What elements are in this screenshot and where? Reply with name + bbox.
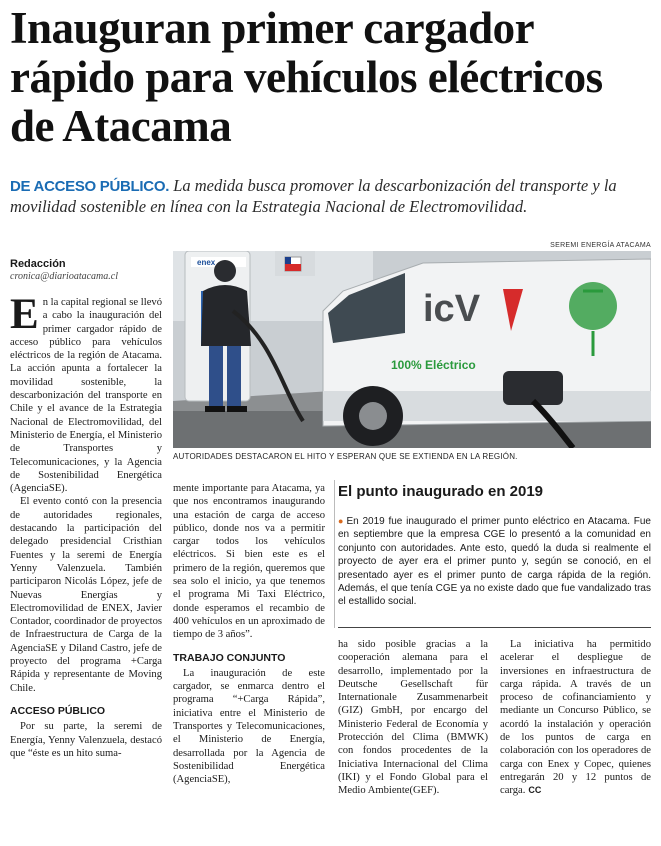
author: Redacción: [10, 258, 66, 270]
column-divider: [334, 480, 335, 628]
enex-brand: enex: [197, 258, 216, 267]
paragraph: [10, 291, 162, 495]
column-1: [10, 291, 162, 760]
column-3: [338, 638, 488, 798]
column-4: [500, 638, 651, 798]
subheading-acceso-publico: ACCESO PÚBLICO: [10, 704, 106, 717]
photo-caption: AUTORIDADES DESTACARON EL HITO Y ESPERAN QUE SE EXTIENDA EN LA REGIÓN.: [173, 452, 518, 461]
byline: [10, 258, 170, 282]
deck-lead: DE ACCESO PÚBLICO.: [10, 178, 170, 195]
van-text: 100% Eléctrico: [391, 358, 476, 372]
paragraph: ha sido posible gracias a la cooperación alemana para el desarrollo, implementado por la Deutsche Gesellschaft für Internationale Zusammenarbeit (GIZ) GmbH, por encargo del Ministerio Federal de Economía y Protección del Clima (BMWK) con fondos procedentes de la Iniciativa Internacional del Clima (IKI) y el Fondo Global para el Medio Ambiente(GEF).: [338, 639, 488, 797]
van-logo: icV: [423, 288, 481, 330]
bullet-icon: ●: [338, 516, 345, 526]
sidebar-text: En 2019 fue inaugurado el primer punto eléctrico en Atacama. Fue en septiembre que la empresa CGE lo presentó a la comunidad en conjunto con autoridades. Ante esto, quedó la duda si realmente el proyecto de ayer era el primer punto y, según se conoció, en el presentado ayer es el primer punto de carga rápida de la región. Además, el que tenía CGE ya no existe dado que fue vandalizado tras el estallido social.: [338, 516, 651, 608]
deck: [10, 176, 655, 217]
article-photo: [173, 251, 651, 448]
end-mark-icon: CC: [528, 785, 542, 796]
paragraph: El evento contó con la presencia de autoridades regionales, destacando la participación del delegado presidencial Cristhian Fuentes y la seremi de Energía Yenny Valenzuela. También participaron Nicolás López, jefe de Nuevas Energías y Electromovilidad de ENEX, Javier Contador, coordinador de proyectos de Infraestructura de Carga de la AgenciaSE y Diland Castro, jefe de proyecto del programa +Carga Rápida y representante de Moving Chile.: [10, 496, 162, 694]
paragraph-text: La iniciativa ha permitido acelerar el despliegue de inversiones en infraestructura de carga rápida. A través de un proceso de cofinanciamiento y mediante un Concurso Público, se acordó la instalación y operación de los puntos de carga en colaboración con los operadores de carga con Enex y Copec, quienes entregarán 20 y 12 puntos de carga.: [500, 639, 651, 797]
author-email: cronica@diarioatacama.cl: [10, 271, 118, 282]
paragraph: [500, 638, 651, 798]
paragraph: Por su parte, la seremi de Energía, Yenny Valenzuela, destacó que “éste es un hito suma-: [10, 721, 162, 759]
sidebar-title: El punto inaugurado en 2019: [338, 483, 544, 500]
photo-credit: SEREMI ENERGÍA ATACAMA: [550, 242, 651, 249]
paragraph: mente importante para Atacama, ya que nos encontramos inaugurando una estación de carga de acceso público, donde nos va a permitir cargar todos los vehículos eléctricos. Si bien este es el primero de la región, queremos que sea solo el inicio, ya que tenemos el programa Mi Taxi Eléctrico, donde esperamos el recambio de 400 vehículos en un aproximado de tiempo de 3 años”.: [173, 483, 325, 641]
headline: Inauguran primer cargador rápido para vehículos eléctricos de Atacama: [10, 3, 603, 151]
paragraph: La inauguración de este cargador, se enmarca dentro el programa “+Carga Rápida”, iniciativa entre el Ministerio de Transportes y Telecomunicaciones, el Ministerio de Energía, desarrollada por la Agencia de Sostenibilidad Energética (AgenciaSE),: [173, 667, 325, 786]
subheading-trabajo-conjunto: TRABAJO CONJUNTO: [173, 651, 286, 664]
drop-cap: E: [10, 291, 39, 338]
sidebar-rule: [338, 627, 651, 628]
sidebar-box: [338, 515, 651, 609]
photo-illustration: [173, 251, 651, 448]
column-2: [173, 482, 325, 787]
paragraph-text: n la capital regional se llevó a cabo la inauguración del primer cargador rápido de acceso público para vehículos eléctricos de la región de Atacama. La acción apunta a fortalecer la movilidad sostenible, la descarbonización del transporte en Chile y el avance de la Estrategia Nacional de Electromovilidad, del Ministerio de Energía, el Ministerio de Transportes y Telecomunicaciones, y la Agencia de Sostenibilidad Energética (AgenciaSE).: [10, 297, 162, 495]
deck-text: La medida busca promover la descarbonización del transporte y la movilidad sostenible en línea con la Estrategia Nacional de Electromovilidad.: [10, 176, 617, 216]
